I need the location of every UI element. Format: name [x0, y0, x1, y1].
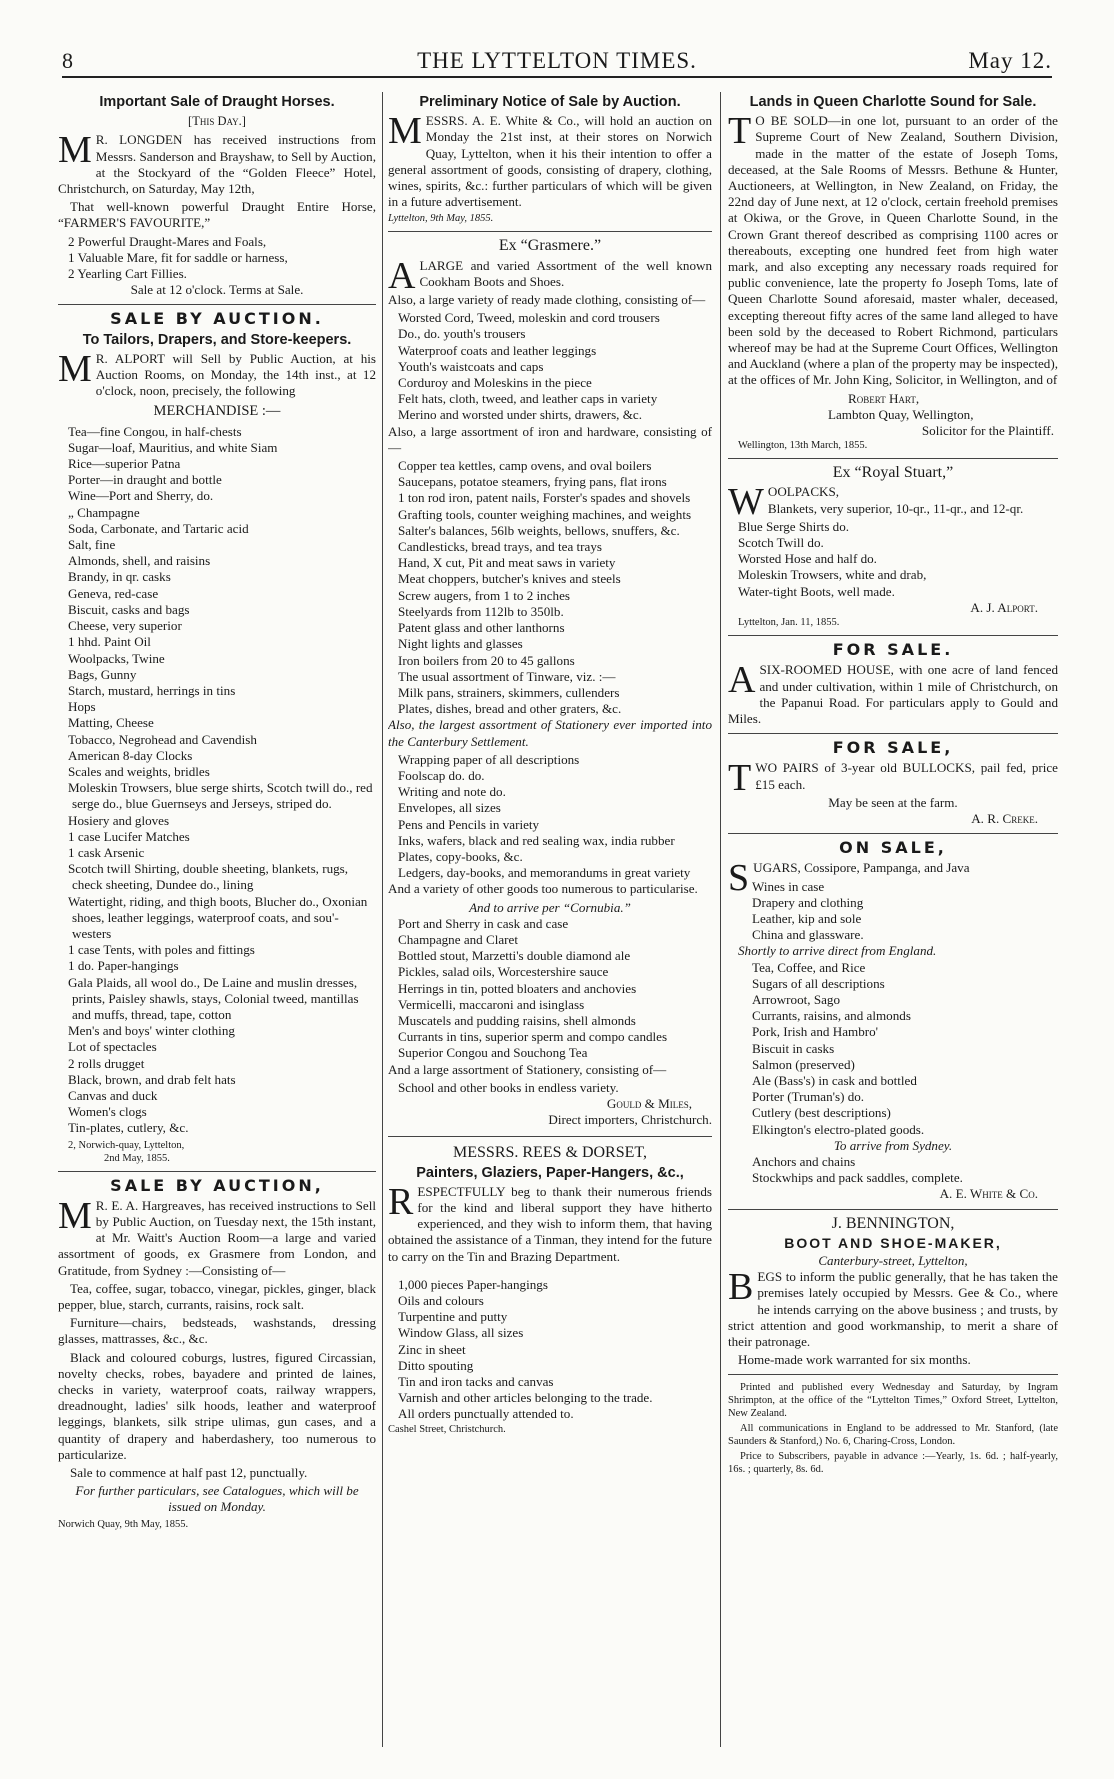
list-item: Sugars of all descriptions [752, 975, 885, 991]
drop-capital: T [728, 757, 752, 800]
drop-capital: R [388, 1180, 414, 1223]
list-item: Elkington's electro-plated goods. [752, 1121, 925, 1137]
list-item: Grafting tools, counter weighing machines, and weights [398, 506, 692, 522]
list-item: Copper tea kettles, camp ovens, and oval boilers [398, 458, 652, 474]
list-item: Bottled stout, Marzetti's double diamond ale [398, 948, 631, 964]
list-item: Superior Congou and Souchong Tea [398, 1045, 588, 1061]
divider [728, 833, 1058, 834]
list-item: Ledgers, day-books, and memorandums in great variety [398, 865, 691, 881]
list-item: Water-tight Boots, well made. [738, 583, 895, 599]
divider [728, 1209, 1058, 1210]
drop-capital: T [728, 110, 752, 153]
list-item: Watertight, riding, and thigh boots, Blucher do., Oxonian shoes, leather leggings, waterproof coats, and sou'-westers [68, 893, 368, 941]
item-list [58, 234, 376, 283]
list-item: Blue Serge Shirts do. [738, 518, 850, 534]
list-item: Men's and boys' winter clothing [68, 1023, 235, 1039]
ad-paragraph: Also, a large assortment of iron and hardware, consisting of— [388, 423, 712, 455]
ad-paragraph: All orders punctually attended to. [398, 1406, 574, 1422]
column-divider [720, 92, 721, 1747]
list-item: Cheese, very superior [68, 618, 182, 634]
sale-terms: Sale at 12 o'clock. Terms at Sale. [130, 282, 304, 298]
list-item: Canvas and duck [68, 1087, 158, 1103]
list-item: Moleskin Trowsers, blue serge shirts, Scotch twill do., red serge do., blue Guernseys and Jerseys, striped do. [68, 780, 373, 812]
drop-capital: M [388, 110, 422, 153]
list-item: Candlesticks, bread trays, and tea trays [398, 539, 602, 555]
ad-heading: SALE BY AUCTION. [110, 309, 324, 329]
list-item: Vermicelli, maccaroni and isinglass [398, 996, 585, 1012]
list-item: Plates, copy-books, &c. [398, 848, 523, 864]
list-item: Lot of spectacles [68, 1039, 157, 1055]
ad-signature: Gould & Miles, [606, 1095, 692, 1111]
list-item: Worsted Cord, Tweed, moleskin and cord trousers [398, 310, 660, 326]
ad-body: That well-known powerful Draught Entire Horse, “FARMER'S FAVOURITE,” [58, 199, 376, 231]
divider [728, 733, 1058, 734]
ad-rees-dorset [388, 1145, 712, 1435]
list-item: Cutlery (best descriptions) [752, 1105, 891, 1121]
ad-heading: SALE BY AUCTION, [110, 1175, 324, 1195]
list-item: Salter's balances, 56lb weights, bellows, snuffers, &c. [398, 522, 680, 538]
list-item: Gala Plaids, all wool do., De Laine and muslin dresses, prints, Paisley shawls, stays, Colonial tweed, mantillas and muffs, thread, tape, cotton [68, 974, 359, 1022]
ad-signature: Robert Hart, [848, 390, 920, 406]
list-item: Meat choppers, butcher's knives and steels [398, 571, 621, 587]
ad-body: MESSRS. A. E. White & Co., will hold an auction on Monday the 21st inst, at their stores on Norwich Quay, Lyttelton, when it his their intention to offer a general assortment of goods, consisting of drapery, clothing, wines, spirits, &c.: further particulars of which will be given in a future advertisement. [388, 110, 712, 210]
ad-footer: Lyttelton, Jan. 11, 1855. [738, 617, 840, 629]
newspaper-title: THE LYTTELTON TIMES. [417, 48, 697, 73]
list-item: Wrapping paper of all descriptions [398, 751, 580, 767]
ad-subheading: To Tailors, Drapers, and Store-keepers. [82, 331, 352, 348]
ad-paragraph: Also, a large variety of ready made clothing, consisting of— [388, 292, 706, 308]
list-item: Scotch twill Shirting, double sheeting, blankets, rugs, check sheeting, Dundee do., lining [68, 861, 349, 893]
list-item: Arrowroot, Sago [752, 991, 841, 1007]
list-item: Youth's waistcoats and caps [398, 358, 544, 374]
drop-capital: A [728, 659, 756, 702]
divider [728, 635, 1058, 636]
list-item: Turpentine and putty [398, 1309, 508, 1325]
ad-body: SUGARS, Cossipore, Pampanga, and Java [728, 857, 970, 900]
provisions-list [388, 916, 712, 1062]
list-item: Moleskin Trowsers, white and drab, [738, 567, 927, 583]
list-item: Tea, Coffee, and Rice [752, 959, 866, 975]
list-item: Currants in tins, superior sperm and compo candles [398, 1029, 668, 1045]
hardware-list [388, 458, 712, 717]
ad-signature: Lambton Quay, Wellington, [828, 406, 974, 422]
divider [58, 1171, 376, 1172]
list-item: Hops [68, 699, 96, 715]
list-item: Pickles, salad oils, Worcestershire sauce [398, 964, 609, 980]
list-item: Screw augers, from 1 to 2 inches [398, 587, 570, 603]
ad-bennington [728, 1216, 1058, 1369]
divider [388, 231, 712, 232]
list-item: The usual assortment of Tinware, viz. :— [398, 668, 616, 684]
ad-heading: FOR SALE. [832, 640, 954, 660]
ad-body: ALARGE and varied Assortment of the well known Cookham Boots and Shoes. [388, 254, 712, 297]
ad-subheading: [This Day.] [188, 114, 246, 129]
ad-paragraph: Furniture—chairs, bedsteads, washstands, dressing glasses, mattrasses, &c., &c. [58, 1315, 376, 1347]
ad-paragraph: Tea, coffee, sugar, tobacco, vinegar, pickles, ginger, black pepper, blue, starch, currants, raisins, rock salt. [58, 1280, 376, 1313]
goods-list [742, 1154, 1058, 1186]
list-item: Night lights and glasses [398, 636, 523, 652]
ad-body: M R. E. A. Hargreaves, has received instructions to Sell by Public Auction, on Tuesday next, the 15th instant, at Mr. Waitt's Auction Room—a large and varied assortment of goods, ex Grasmere from London, and Gratitude, from Sydney :—Consisting of— [58, 1194, 376, 1278]
page-number: 8 [62, 48, 73, 73]
list-item: Hosiery and gloves [68, 812, 170, 828]
ad-heading: Ex “Royal Stuart,” [832, 464, 954, 482]
ad-paragraph: School and other books in endless variety. [398, 1079, 619, 1095]
ad-heading: ON SALE, [839, 838, 947, 858]
goods-list [742, 879, 1058, 944]
list-item: Iron boilers from 20 to 45 gallons [398, 652, 575, 668]
ad-heading: Important Sale of Draught Horses. [99, 94, 335, 110]
list-item: Port and Sherry in cask and case [398, 915, 569, 931]
ad-heading: Preliminary Notice of Sale by Auction. [419, 94, 681, 110]
list-item: Inks, wafers, black and red sealing wax, india rubber [398, 832, 675, 848]
ad-body: TWO PAIRS of 3-year old BULLOCKS, pail fed, price £15 each. [728, 757, 1058, 800]
list-item: Brandy, in qr. casks [68, 569, 171, 585]
ad-queen-charlotte-lands [728, 94, 1058, 452]
list-item: 1 hhd. Paint Oil [68, 634, 151, 650]
section-heading: MERCHANDISE :— [153, 403, 281, 420]
drop-capital: W [728, 481, 764, 524]
list-item: Biscuit in casks [752, 1040, 835, 1056]
list-item: 2 Yearling Cart Fillies. [68, 266, 187, 282]
ad-alport-auction [58, 311, 376, 1164]
list-item: Scales and weights, bridles [68, 763, 210, 779]
imprint-paragraph: All communications in England to be addressed to Mr. Stanford, (late Saunders & Stanford,) No. 6, Charing-Cross, London. [728, 1423, 1058, 1448]
list-item: Hand, X cut, Pit and meat saws in variety [398, 555, 616, 571]
list-item: Salt, fine [68, 537, 116, 553]
list-item: Almonds, shell, and raisins [68, 553, 211, 569]
list-item: Porter (Truman's) do. [752, 1089, 865, 1105]
list-item: Wines in case [752, 878, 825, 894]
list-item: „ Champagne [68, 504, 140, 520]
list-item: 1 ton rod iron, patent nails, Forster's spades and shovels [398, 490, 691, 506]
list-item: Woolpacks, Twine [68, 650, 165, 666]
ad-royal-stuart [728, 465, 1058, 629]
list-item: Do., do. youth's trousers [398, 326, 526, 342]
ad-body: T O BE SOLD—in one lot, pursuant to an order of the Supreme Court of New Zealand, Southern Division, made in the matter of the estate of Joseph Toms, deceased, at the Sale Rooms of Messrs. Bethune & Hunter, Auctioneers, at Wellington, in New Zealand, on Friday, the 22nd day of June next, at 12 o'clock, certain freehold premises at Okiwa, or the Grove, in Queen Charlotte Sound, in the Crown Grant thereof described as comprising 1100 acres or thereabouts, excepting one hundred feet from high water mark, and also excepting any necessary roads required for public convenience, late the property fo Joseph Toms, late of Queen Charlotte Sound aforesaid, master whaler, deceased, excepting thereout fifty acres of the same land alleged to have been sold by the deceased to Robert Richmond, particulars whereof may be had at the Supreme Court Offices, Wellington and Auckland (where a plan of the property may be inspected), at the offices of Mr. John King, Solicitor, in Wellington, and of [728, 110, 1058, 388]
ad-heading: Lands in Queen Charlotte Sound for Sale. [749, 94, 1037, 110]
ad-body: BEGS to inform the public generally, that he has taken the premises lately occupied by Messrs. Gee & Co., where he intends carrying on the above business ; and trusts, by strict attention and good workmanship, to merit a share of their patronage. [728, 1266, 1058, 1350]
list-item: Soda, Carbonate, and Tartaric acid [68, 520, 249, 536]
list-item: Saucepans, potatoe steamers, frying pans, flat irons [398, 474, 667, 490]
list-item: Salmon (preserved) [752, 1056, 855, 1072]
ad-body: ASIX-ROOMED HOUSE, with one acre of land fenced and under cultivation, within 1 mile of Christchurch, on the Papanui Road. For particulars apply to Gould and Miles. [728, 659, 1058, 726]
ad-signature: Solicitor for the Plaintiff. [921, 423, 1054, 439]
ad-paragraph: Sale to commence at half past 12, punctually. [70, 1465, 308, 1481]
list-item: Felt hats, cloth, tweed, and leather caps in variety [398, 391, 658, 407]
list-item: Writing and note do. [398, 784, 506, 800]
ad-bullocks-for-sale [728, 740, 1058, 827]
list-item: Rice—superior Patna [68, 456, 181, 472]
list-item: Drapery and clothing [752, 894, 864, 910]
list-item: 1 case Lucifer Matches [68, 828, 190, 844]
list-item: Women's clogs [68, 1104, 147, 1120]
ad-address: 2, Norwich-quay, Lyttelton, [68, 1139, 185, 1151]
ad-footer: Lyttelton, 9th May, 1855. [388, 213, 494, 225]
ad-paragraph: For further particulars, see Catalogues, which will be issued on Monday. [75, 1483, 359, 1515]
list-item: Geneva, red-case [68, 585, 159, 601]
list-item: Corduroy and Moleskins in the piece [398, 375, 592, 391]
list-item: Window Glass, all sizes [398, 1325, 524, 1341]
ad-signature: A. J. Alport. [970, 599, 1038, 615]
ad-paragraph: To arrive from Sydney. [833, 1137, 953, 1153]
ad-body: RESPECTFULLY beg to thank their numerous friends for the kind and liberal support they have hitherto experienced, and they wish to inform them, that having obtained the assistance of a Tinman, they intend for the future to carry on the Tin and Brazing Department. [388, 1180, 712, 1264]
list-item: Matting, Cheese [68, 715, 154, 731]
list-item: 1 Valuable Mare, fit for saddle or harness, [68, 249, 288, 265]
clothing-list [388, 310, 712, 423]
divider [58, 304, 376, 305]
ad-signature: A. R. Creke. [971, 810, 1038, 826]
list-item: Scotch Twill do. [738, 535, 824, 551]
divider [728, 458, 1058, 459]
list-item: Worsted Hose and half do. [738, 551, 877, 567]
ad-paragraph: Home-made work warranted for six months. [738, 1352, 971, 1368]
column-2 [388, 92, 712, 1762]
ad-address: Canterbury-street, Lyttelton, [818, 1253, 968, 1268]
list-item: Porter—in draught and bottle [68, 472, 222, 488]
drop-capital: M [58, 129, 92, 172]
list-item: Sugar—loaf, Mauritius, and white Siam [68, 439, 278, 455]
list-item: Muscatels and pudding raisins, shell almonds [398, 1012, 636, 1028]
goods-list [742, 960, 1058, 1138]
ad-grasmere [388, 238, 712, 1128]
list-item: Varnish and other articles belonging to the trade. [398, 1390, 653, 1406]
ad-signature: Direct importers, Christchurch. [548, 1112, 712, 1128]
ad-body: M R. ALPORT will Sell by Public Auction, at his Auction Rooms, on Monday, the 14th inst., at 12 o'clock, noon, precisely, the following [58, 347, 376, 399]
list-item: Milk pans, strainers, skimmers, cullenders [398, 684, 620, 700]
ad-heading: FOR SALE, [832, 738, 954, 758]
list-item: American 8-day Clocks [68, 747, 193, 763]
list-item: Currants, raisins, and almonds [752, 1008, 911, 1024]
list-item: Merino and worsted under shirts, drawers, &c. [398, 407, 642, 423]
list-item: Bags, Gunny [68, 666, 137, 682]
list-item: Ale (Bass's) in cask and bottled [752, 1072, 917, 1088]
ad-paragraph: Black and coloured coburgs, lustres, figured Circassian, novelty checks, robes, bayadere and printed de laines, checks in variety, waterproof coats, railway wrappers, dreadnought, ladies' silk hoods, leather and waterproof leggings, blankets, silk stripe ulimas, gun cases, and a quantity of drapery and haberdashery, too numerous to particularize. [58, 1349, 376, 1462]
list-item: 2 Powerful Draught-Mares and Foals, [68, 233, 267, 249]
column-3 [728, 92, 1058, 1762]
list-item: Stockwhips and pack saddles, complete. [752, 1170, 963, 1186]
list-item: Pens and Pencils in variety [398, 816, 540, 832]
ad-body: WOOLPACKS, Blankets, very superior, 10-qr., 11-qr., and 12-qr. [728, 481, 1024, 524]
ad-on-sale [728, 840, 1058, 1202]
printer-imprint [728, 1381, 1058, 1476]
list-item: Champagne and Claret [398, 931, 518, 947]
drop-capital: A [388, 254, 416, 297]
drop-capital: M [58, 1194, 92, 1237]
ad-paragraph: May be seen at the farm. [828, 794, 958, 810]
column-1 [58, 92, 376, 1762]
list-item: 2 rolls drugget [68, 1055, 145, 1071]
list-item: Tin and iron tacks and canvas [398, 1374, 554, 1390]
ad-date: 2nd May, 1855. [104, 1152, 170, 1164]
list-item: Oils and colours [398, 1293, 484, 1309]
goods-list [728, 519, 1058, 600]
ad-paragraph: And a variety of other goods too numerous to particularise. [388, 881, 698, 897]
drop-capital: M [58, 347, 92, 390]
imprint-paragraph: Printed and published every Wednesday and Saturday, by Ingram Shrimpton, at the office of the “Lyttelton Times,” Oxford Street, Lyttelton, New Zealand. [728, 1382, 1058, 1420]
list-item: Envelopes, all sizes [398, 800, 501, 816]
list-item: Pork, Irish and Hambro' [752, 1024, 879, 1040]
imprint-paragraph: Price to Subscribers, payable in advance :—Yearly, 1s. 6d. ; half-yearly, 16s. ; quarterly, 8s. 6d. [728, 1451, 1058, 1476]
list-item: 1,000 pieces Paper-hangings [398, 1276, 548, 1292]
drop-capital: B [728, 1266, 754, 1309]
stationery-list [388, 752, 712, 882]
issue-date: May 12. [968, 48, 1052, 73]
ad-subheading: Painters, Glaziers, Paper-Hangers, &c., [416, 1164, 684, 1181]
ad-footer: Norwich Quay, 9th May, 1855. [58, 1518, 189, 1530]
divider [728, 1374, 1058, 1375]
list-item: China and glassware. [752, 927, 864, 943]
ad-draught-horses [58, 94, 376, 298]
list-item: Ditto spouting [398, 1357, 474, 1373]
list-item: Herrings in tin, potted bloaters and anchovies [398, 980, 637, 996]
list-item: Anchors and chains [752, 1153, 856, 1169]
list-item: Tea—fine Congou, in half-chests [68, 423, 242, 439]
list-item: Wine—Port and Sherry, do. [68, 488, 214, 504]
list-item: Biscuit, casks and bags [68, 601, 190, 617]
list-item: 1 case Tents, with poles and fittings [68, 942, 255, 958]
list-item: 1 cask Arsenic [68, 844, 145, 860]
ad-footer: Cashel Street, Christchurch. [388, 1423, 506, 1435]
ad-heading: Ex “Grasmere.” [498, 237, 602, 255]
ad-paragraph: Shortly to arrive direct from England. [738, 943, 937, 959]
merchandise-list [58, 424, 376, 1137]
ad-white-notice [388, 94, 712, 225]
list-item: Plates, dishes, bread and other graters, &c. [398, 701, 622, 717]
drop-capital: S [728, 857, 750, 900]
list-item: Leather, kip and sole [752, 910, 862, 926]
ad-paragraph: Also, the largest assortment of Stationery ever imported into the Canterbury Settlement. [388, 717, 712, 749]
ad-heading: J. BENNINGTON, [831, 1214, 955, 1232]
list-item: Waterproof coats and leather leggings [398, 342, 597, 358]
divider [388, 1136, 712, 1137]
list-item: Foolscap do. do. [398, 767, 485, 783]
ad-subheading: BOOT AND SHOE-MAKER, [784, 1234, 1002, 1251]
ad-paragraph: And to arrive per “Cornubia.” [469, 899, 631, 915]
column-divider [382, 92, 383, 1747]
list-item: Tobacco, Negrohead and Cavendish [68, 731, 257, 747]
ad-paragraph: And a large assortment of Stationery, consisting of— [388, 1061, 667, 1077]
ad-heading: MESSRS. REES & DORSET, [453, 1144, 647, 1162]
ad-body: M R. LONGDEN has received instructions from Messrs. Sanderson and Brayshaw, to Sell by Auction, at the Stockyard of the “Golden Fleece” Hotel, Christchurch, on Saturday, May 12th, [58, 129, 376, 197]
ad-house-for-sale [728, 642, 1058, 727]
list-item: Starch, mustard, herrings in tins [68, 682, 236, 698]
list-item: Steelyards from 112lb to 350lb. [398, 603, 564, 619]
goods-list [388, 1277, 712, 1407]
ad-footer: Wellington, 13th March, 1855. [738, 440, 868, 452]
list-item: Zinc in sheet [398, 1341, 466, 1357]
ad-hargreaves-auction [58, 1175, 376, 1531]
masthead [62, 46, 1052, 78]
list-item: 1 do. Paper-hangings [68, 958, 179, 974]
ad-signature: A. E. White & Co. [939, 1186, 1038, 1202]
list-item: Black, brown, and drab felt hats [68, 1071, 236, 1087]
list-item: Tin-plates, cutlery, &c. [68, 1120, 189, 1136]
list-item: Patent glass and other lanthorns [398, 620, 565, 636]
